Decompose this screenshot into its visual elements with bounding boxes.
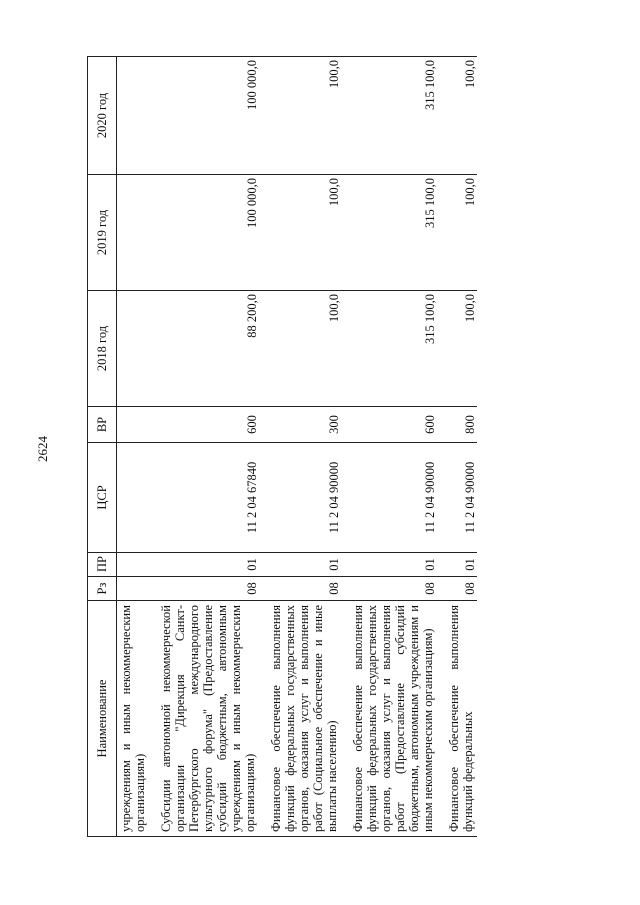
row-name: учреждениям и иным некоммерческим организациям) (117, 601, 150, 837)
row-2020: 100,0 (267, 57, 341, 175)
row-pr: 01 (157, 553, 259, 577)
row-2020 (117, 57, 150, 175)
row-csr (117, 443, 150, 553)
row-vr: 600 (157, 407, 259, 443)
table-row (445, 57, 477, 837)
row-pr (117, 553, 150, 577)
header-2018: 2018 год (88, 291, 117, 407)
budget-table (87, 56, 477, 837)
row-2018: 88 200,0 (157, 291, 259, 407)
row-2019 (117, 175, 150, 291)
row-name: Субсидии автономной некоммерческой организации "Дирекция Санкт-Петербургского международного культурного форума" (Предоставление субсидий бюджетным, автономным учреждениям и иным некоммерческим организациям) (157, 601, 259, 837)
header-rz: Рз (88, 577, 117, 601)
row-spacer (259, 57, 267, 837)
table-row (117, 57, 150, 837)
row-2018: 100,0 (445, 291, 477, 407)
row-csr: 11 2 04 90000 (445, 443, 477, 553)
row-rz: 08 (445, 577, 477, 601)
row-2020: 100,0 (445, 57, 477, 175)
header-2020: 2020 год (88, 57, 117, 175)
row-rz (117, 577, 150, 601)
header-vr: ВР (88, 407, 117, 443)
row-csr: 11 2 04 67840 (157, 443, 259, 553)
row-spacer (149, 57, 157, 837)
row-2018 (117, 291, 150, 407)
row-rz: 08 (267, 577, 341, 601)
row-pr: 01 (349, 553, 437, 577)
row-pr: 01 (267, 553, 341, 577)
page-number: 2624 (35, 436, 50, 462)
row-vr: 800 (445, 407, 477, 443)
header-name: Наименование (88, 601, 117, 837)
row-csr: 11 2 04 90000 (349, 443, 437, 553)
row-rz: 08 (349, 577, 437, 601)
row-2018: 100,0 (267, 291, 341, 407)
header-pr: ПР (88, 553, 117, 577)
header-2019: 2019 год (88, 175, 117, 291)
table-header-row (88, 57, 117, 837)
row-spacer (437, 57, 445, 837)
row-2020: 315 100,0 (349, 57, 437, 175)
row-pr: 01 (445, 553, 477, 577)
row-2019: 315 100,0 (349, 175, 437, 291)
row-vr (117, 407, 150, 443)
table-row (349, 57, 437, 837)
header-csr: ЦСР (88, 443, 117, 553)
row-2019: 100,0 (267, 175, 341, 291)
row-name: Финансовое обеспечение выполнения функций федеральных государственных органов, оказания услуг и выполнения работ (Предоставление субсидий бюджетным, автономным учреждениям и иным некоммерческим организациям) (349, 601, 437, 837)
row-2019: 100,0 (445, 175, 477, 291)
row-name: Финансовое обеспечение выполнения функций федеральных государственных органов, оказания услуг и выполнения работ (Социальное обеспечение и иные выплаты населению) (267, 601, 341, 837)
table-row (157, 57, 259, 837)
row-rz: 08 (157, 577, 259, 601)
row-spacer (341, 57, 349, 837)
table-row (267, 57, 341, 837)
row-2020: 100 000,0 (157, 57, 259, 175)
row-2018: 315 100,0 (349, 291, 437, 407)
row-vr: 300 (267, 407, 341, 443)
rotated-page-content (87, 57, 622, 837)
row-2019: 100 000,0 (157, 175, 259, 291)
row-name: Финансовое обеспечение выполнения функций федеральных (445, 601, 477, 837)
row-csr: 11 2 04 90000 (267, 443, 341, 553)
row-vr: 600 (349, 407, 437, 443)
